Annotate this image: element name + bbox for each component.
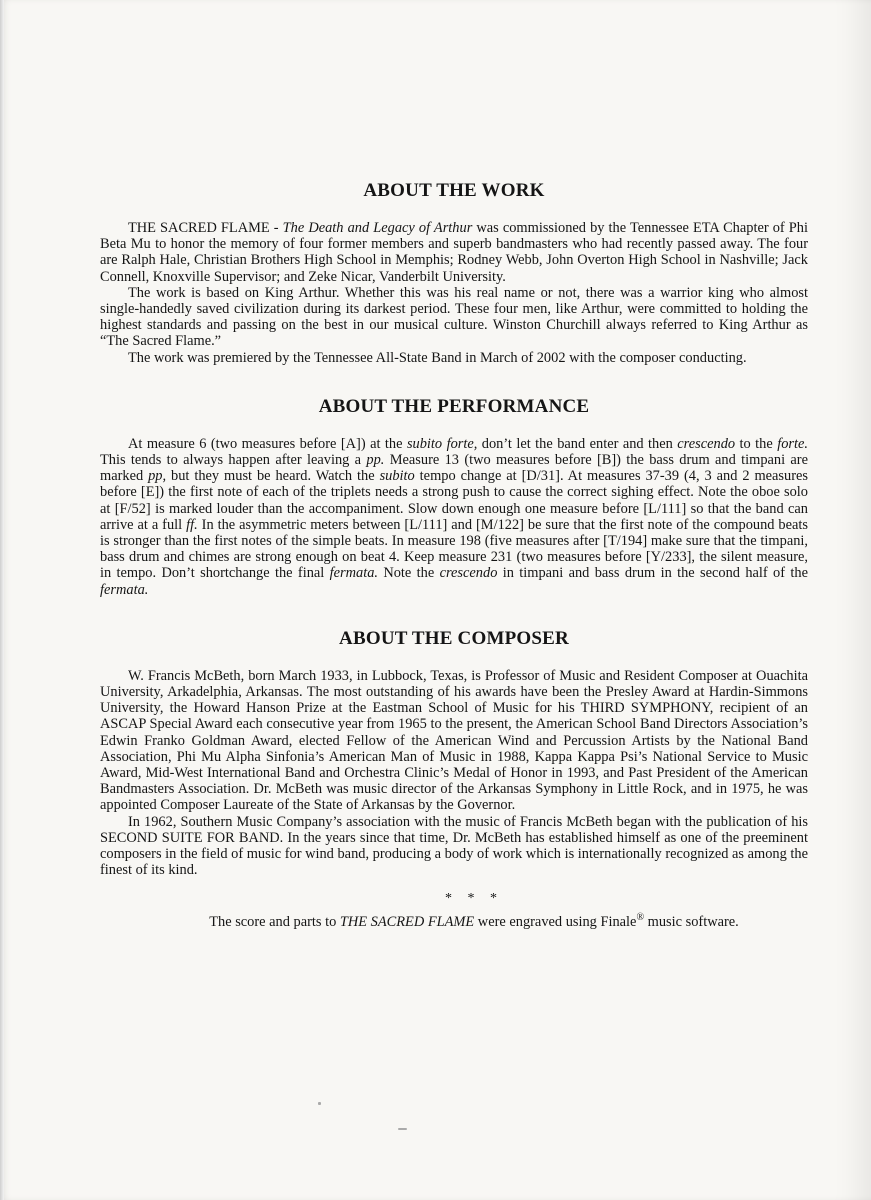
perf-emphasis: ff.	[186, 516, 198, 533]
paper-speck	[318, 1102, 321, 1105]
perf-emphasis: crescendo	[439, 565, 498, 582]
perf-text: In the asymmetric meters between [L/111] and [M/122] be sure that the first note of the compound beats is stronger than the first notes of the simple beats. In measure 198 (five measures after [T/194] make sure that the timpani, bass drum and chimes are strong enough on beat 4. Keep measure 231 (two measures before [Y/233], the silent measure, in tempo. Don’t shortchange the final	[100, 516, 808, 582]
heading-about-work: ABOUT THE WORK	[363, 180, 545, 201]
credit-text: The score and parts to	[209, 913, 340, 930]
section-about-work	[100, 180, 808, 366]
perf-emphasis: forte.	[777, 435, 808, 452]
work-paragraph-3: The work was premiered by the Tennessee All-State Band in March of 2002 with the composer conducting.	[128, 349, 747, 366]
perf-emphasis: fermata.	[329, 565, 378, 582]
perf-text: but they must be heard. Watch the	[166, 468, 380, 485]
perf-text: At measure 6 (two measures before [A]) at the	[128, 435, 407, 452]
work-p1-text-a: THE SACRED FLAME -	[128, 220, 283, 236]
perf-text: tempo change at [D/31]. At measures 37-39 (4, 3 and 2 measures before [E]) the first note of each of the triplets needs a strong push to cause the correct sighing effect. Note the oboe solo at [F/52] is marked louder than the accompaniment. Slow down enough one measure before [L/111] so that the band can arrive at a full	[100, 468, 809, 533]
perf-text: This tends to always happen after leaving a	[100, 452, 367, 469]
section-about-composer	[100, 628, 808, 879]
credit-text: music software.	[644, 913, 739, 930]
perf-emphasis: fermata.	[100, 581, 149, 598]
work-p1-subtitle: The Death and Legacy of Arthur	[282, 220, 473, 236]
composer-paragraph-1: W. Francis McBeth, born March 1933, in Lubbock, Texas, is Professor of Music and Resident Composer at Ouachita University, Arkadelphia, Arkansas. The most outstanding of his awards have been the Presley Award at Hardin-Simmons University, the Howard Hanson Prize at the Eastman School of Music for his THIRD SYMPHONY, recipient of an ASCAP Special Award each consecutive year from 1965 to the present, the American School Band Directors Association’s Edwin Franko Goldman Award, elected Fellow of the American Wind and Percussion Artists by the National Band Association, Phi Mu Alpha Sinfonia’s American Man of Music in 1988, Kappa Kappa Psi’s National Service to Music Award, Mid-West International Band and Orchestra Clinic’s Medal of Honor in 1993, and Past President of the American Bandmasters Association. Dr. McBeth was music director of the Arkansas Symphony in Little Rock, and in 1975, he was appointed Composer Laureate of the State of Arkansas by the Governor.	[100, 667, 808, 814]
performance-paragraph	[100, 436, 808, 598]
paper-speck	[398, 1128, 407, 1130]
perf-emphasis: pp,	[148, 468, 167, 485]
perf-text: to the	[735, 435, 778, 452]
perf-emphasis: subito forte,	[406, 435, 478, 452]
work-p1-text-c: was commissioned by the Tennessee ETA Chapter of Phi Beta Mu to honor the memory of four former members and superb bandmasters who had recently passed away. The four are Ralph Hale, Christian Brothers High School in Memphis; Rodney Webb, John Overton High School in Nashville; Jack Connell, Knoxville Supervisor; and Zeke Nicar, Vanderbilt University.	[100, 220, 808, 285]
perf-emphasis: pp.	[366, 452, 385, 469]
perf-text: Note the	[378, 565, 440, 582]
work-paragraph-2: The work is based on King Arthur. Whether this was his real name or not, there was a warrior king who almost single-handedly saved civilization during its darkest period. These four men, like Arthur, were committed to holding the highest standards and passing on the best in our musical culture. Winston Churchill always referred to King Arthur as “The Sacred Flame.”	[100, 284, 808, 350]
perf-emphasis: subito	[379, 468, 415, 485]
credit-text: were engraved using Finale	[474, 913, 637, 930]
page-content	[100, 180, 808, 930]
credit-title: THE SACRED FLAME	[339, 913, 475, 930]
perf-text: in timpani and bass drum in the second half of the	[497, 565, 808, 582]
composer-paragraph-2: In 1962, Southern Music Company’s association with the music of Francis McBeth began with the publication of his SECOND SUITE FOR BAND. In the years since that time, Dr. McBeth has established himself as one of the preeminent composers in the field of music for wind band, producing a body of work which is internationally recognized as among the finest of its kind.	[100, 813, 808, 879]
page-edge-shadow	[0, 0, 4, 1200]
section-divider-stars: * * *	[445, 890, 503, 906]
section-about-performance	[100, 396, 808, 598]
perf-text: Measure 13 (two measures before [B]) the bass drum and timpani are marked	[100, 452, 808, 485]
registered-mark: ®	[636, 911, 645, 923]
engraving-credit	[140, 912, 808, 931]
heading-about-performance: ABOUT THE PERFORMANCE	[318, 395, 590, 417]
perf-text: don’t let the band enter and then	[477, 435, 678, 452]
perf-emphasis: crescendo	[677, 435, 736, 452]
heading-about-composer: ABOUT THE COMPOSER	[339, 627, 569, 649]
work-paragraph-1	[100, 220, 808, 285]
